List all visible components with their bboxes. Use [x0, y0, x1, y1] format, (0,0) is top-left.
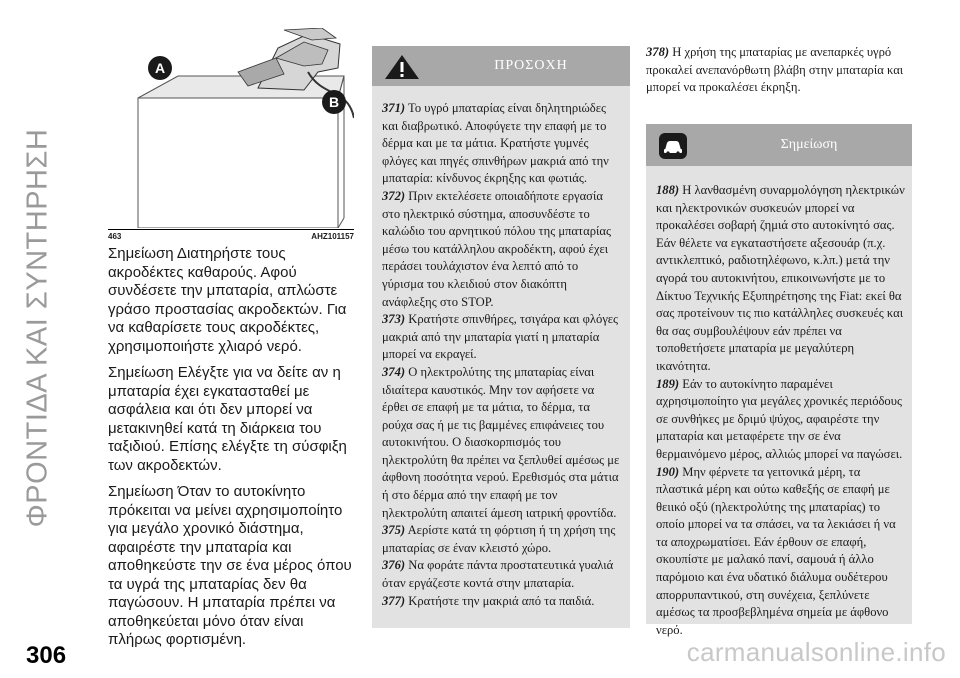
column-1-text — [108, 245, 358, 658]
note-item-text: Η λανθασμένη συναρμολόγηση ηλεκτρικών και ηλεκτρονικών συσκευών μπορεί να προκαλέσει σοβαρή ζημιά στο αυτοκίνητό σας. Εάν θέλετε να εγκαταστήσετε αξεσουάρ (π.χ. αντικλεπτικό, ραδιοτηλέφωνο, κ.λπ.) μετά την αγορά του αυτοκινήτου, επικοινωνήστε με το Δίκτυο Τεχνικής Εξυπηρέτησης της Fiat: εκεί θα σας προτείνουν τις πιο κατάλληλες συσκευές και θα σας συμβουλέψουν εάν πρέπει να τοποθετήσετε μπαταρία με μεγαλύτερη ικανότητα. — [656, 183, 905, 373]
warning-item-number: 374) — [382, 364, 406, 379]
battery-figure — [108, 28, 354, 228]
warning-triangle-icon — [384, 54, 420, 80]
warning-item-number: 375) — [382, 523, 406, 538]
callout-a — [148, 56, 172, 80]
note-item — [656, 464, 906, 640]
note-paragraph: Σημείωση Διατηρήστε τους ακροδέκτες καθαρούς. Αφού συνδέσετε την μπαταρία, απλώστε γράσο προστασίας ακροδεκτών. Για να καθαρίσετε τους ακροδέκτες, χρησιμοποιήστε χλιαρό νερό. — [108, 245, 347, 355]
note-paragraph: Σημείωση Όταν το αυτοκίνητο πρόκειται να μείνει αχρησιμοποίητο για μεγάλο χρονικό διάστημα, αφαιρέστε την μπαταρία και αποθηκεύστε την σε ένα μέρος όπου τα υγρά της μπαταρίας δεν θα παγώσουν. Η μπαταρία πρέπει να αποθηκεύεται μόνο όταν είναι πλήρως φορτισμένη. — [108, 483, 352, 648]
note-title: Σημείωση — [780, 137, 838, 152]
note-item-text: Εάν το αυτοκίνητο παραμένει αχρησιμοποίητο για μεγάλες χρονικές περιόδους σε συνθήκες με δριμύ ψύχος, αφαιρέστε την μπαταρία και μεταφέρετε την σε ένα θερμαινόμενο μέρος, αλλιώς μπορεί να παγώσει. — [656, 376, 903, 461]
warning-box — [372, 46, 630, 628]
warning-item-text: Πριν εκτελέσετε οποιαδήποτε εργασία στο ηλεκτρικό σύστημα, αποσυνδέστε το καλώδιο του αρνητικού πόλου της μπαταρίας μέσω του κατάλληλου ακροδέκτη, αφού έχει περάσει τουλάχιστον ένα λεπτό από το γύρισμα του κλειδιού στον διακόπτη ανάφλεξης στο STOP. — [382, 188, 611, 309]
note-item-number: 188) — [656, 183, 680, 197]
warning-body — [382, 100, 622, 610]
note-item-number: 190) — [656, 464, 680, 479]
note-item-text: Μην φέρνετε τα γειτονικά μέρη, τα πλαστικά μέρη και ούτω καθεξής σε επαφή με θειικό οξύ (ηλεκτρολύτης της μπαταρίας) το οποίο μπορεί να τα σπάσει, να τα λεκιάσει ή να τα αποχρωματίσει. Εάν έρθουν σε επαφή, σκουπίστε με μαλακό πανί, σαμουά ή άλλο παρόμοιο και ένα υδατικό διάλυμα ουδέτερου απορρυπαντικού, στη συνέχεια, ξεπλύνετε αμέσως τα προσβεβλημένα σημεία με άφθονο νερό. — [656, 464, 896, 637]
warning-item-text: Κρατήστε την μακριά από τα παιδιά. — [408, 593, 595, 608]
warning-item — [382, 188, 622, 311]
warning-title: ΠΡΟΣΟΧΗ — [494, 58, 568, 73]
warning-item-text: Αερίστε κατά τη φόρτιση ή τη χρήση της μπαταρίας σε έναν κλειστό χώρο. — [382, 523, 616, 555]
callout-b-label: B — [328, 94, 340, 110]
note-item-number: 189) — [656, 376, 680, 391]
warning-item — [382, 100, 622, 188]
warning-item — [382, 311, 622, 364]
note-header — [646, 124, 912, 166]
note-paragraph: Σημείωση Ελέγξτε για να δείτε αν η μπαταρία έχει εγκατασταθεί με ασφάλεια και ότι δεν μπορεί να μετακινηθεί κατά τη διάρκεια του ταξιδιού. Επίσης ελέγξτε τη σύσφιξη των ακροδεκτών. — [108, 364, 347, 474]
warning-item-number: 377) — [382, 593, 406, 608]
warning-item-number: 376) — [382, 558, 406, 573]
note-box — [646, 124, 912, 637]
warning-item-text: Να φοράτε πάντα προστατευτικά γυαλιά όταν εργάζεστε κοντά στην μπαταρία. — [382, 558, 614, 591]
callout-a-label: A — [154, 60, 166, 76]
warning-item-number: 378) — [646, 45, 670, 59]
warning-item — [382, 593, 622, 611]
figure-rule — [108, 229, 354, 230]
warning-item-text: Ο ηλεκτρολύτης της μπαταρίας είναι ιδιαίτερα καυστικός. Μην τον αφήσετε να έρθει σε επαφή με τα μάτια, το δέρμα, τα ρούχα σας ή με τις βαμμένες επιφάνειες του αυτοκινήτου. Ο διασκορπισμός του ηλεκτρολύτη θα πρέπει να ξεπλυθεί αμέσως με άφθονη ποσότητα νερού. Ερεθισμός στα μάτια ή στο δέρμα από την επαφή με τον ηλεκτρολύτη απαιτεί άμεση ιατρική φροντίδα. — [382, 364, 620, 520]
note-item — [656, 182, 906, 376]
warning-item-number: 372) — [382, 188, 406, 203]
warning-item — [646, 44, 910, 97]
warning-item-text: Κρατήστε σπινθήρες, τσιγάρα και φλόγες μακριά από την μπαταρία γιατί η μπαταρία μπορεί να εκραγεί. — [382, 312, 618, 362]
warning-item-number: 373) — [382, 312, 406, 327]
car-note-icon — [658, 132, 688, 160]
warning-item — [382, 557, 622, 592]
figure-number: 463 — [108, 232, 122, 241]
warning-item-number: 371) — [382, 101, 406, 115]
warning-item — [382, 522, 622, 557]
note-body — [656, 182, 906, 639]
note-item — [656, 376, 906, 464]
callout-b — [322, 90, 346, 114]
warning-item — [382, 364, 622, 522]
warning-header — [372, 46, 630, 86]
battery-illustration — [108, 28, 354, 228]
side-section-title — [18, 18, 58, 638]
warning-continued — [646, 44, 910, 97]
watermark: carmanualsonline.info — [686, 637, 946, 667]
side-section-title-text: ΦΡΟΝΤΙΔΑ ΚΑΙ ΣΥΝΤΗΡΗΣΗ — [21, 128, 54, 528]
figure-code: AHZ101157 — [311, 232, 354, 241]
warning-item-text: Το υγρό μπαταρίας είναι δηλητηριώδες και διαβρωτικό. Αποφύγετε την επαφή με το δέρμα και με τα μάτια. Κρατήστε γυμνές φλόγες και πηγές σπινθήρων μακριά από την μπαταρία: κίνδυνος έκρηξης και φωτιάς. — [382, 101, 609, 186]
page-number: 306 — [26, 642, 67, 669]
warning-item-text: Η χρήση της μπαταρίας με ανεπαρκές υγρό προκαλεί ανεπανόρθωτη βλάβη στην μπαταρία και μπορεί να προκαλέσει έκρηξη. — [646, 45, 904, 95]
